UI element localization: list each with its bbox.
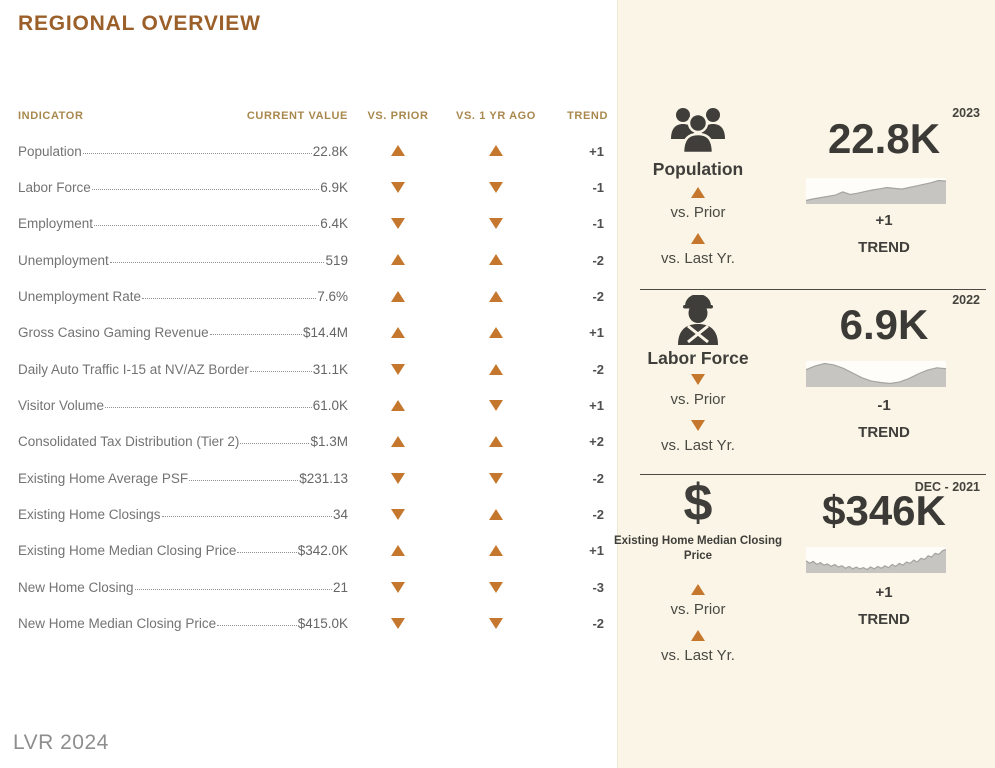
trend-number: -1 — [877, 397, 891, 414]
up-arrow-icon — [391, 545, 405, 556]
indicator-label: New Home Closing — [18, 579, 134, 595]
vs-last-yr-label: vs. Last Yr. — [661, 437, 735, 454]
vs-last-yr-label: vs. Last Yr. — [661, 250, 735, 267]
trend-value: -2 — [592, 616, 604, 632]
indicator-value: $1.3M — [310, 434, 348, 450]
down-arrow-icon — [391, 364, 405, 375]
card-value: 6.9K — [839, 301, 929, 348]
indicator-label: New Home Median Closing Price — [18, 616, 217, 632]
card-title: Labor Force — [647, 348, 749, 368]
trend-number: +1 — [875, 584, 893, 601]
trend-value: +1 — [589, 143, 604, 159]
card-divider — [640, 289, 986, 290]
indicator-row — [18, 278, 612, 314]
indicator-value: 7.6% — [317, 289, 348, 305]
dotted-leader — [110, 261, 325, 263]
indicator-row — [18, 315, 612, 351]
dotted-leader — [92, 188, 319, 190]
indicator-label: Existing Home Median Closing Price — [18, 543, 237, 559]
table-header-row — [18, 110, 612, 122]
indicator-value: 21 — [332, 579, 348, 595]
indicator-value: 6.4K — [320, 216, 348, 232]
indicator-rows — [18, 133, 612, 642]
period-label: 2022 — [952, 293, 980, 307]
down-arrow-icon — [489, 400, 503, 411]
indicator-row — [18, 133, 612, 169]
dollar-icon: $ — [683, 474, 713, 532]
card-title: Population — [652, 159, 744, 179]
up-arrow-icon — [489, 545, 503, 556]
card-value: $346K — [822, 487, 946, 534]
header-indicator: INDICATOR — [18, 110, 84, 122]
trend-value: +1 — [589, 325, 604, 341]
trend-value: -1 — [592, 216, 604, 232]
up-arrow-icon — [691, 187, 705, 198]
indicator-label: Existing Home Average PSF — [18, 470, 189, 486]
up-arrow-icon — [489, 145, 503, 156]
labor-force-card — [618, 291, 995, 474]
up-arrow-icon — [691, 584, 705, 595]
up-arrow-icon — [489, 509, 503, 520]
indicator-label: Employment — [18, 216, 94, 232]
trend-value: -3 — [592, 579, 604, 595]
down-arrow-icon — [489, 618, 503, 629]
indicator-value: $231.13 — [299, 470, 348, 486]
dotted-leader — [83, 152, 312, 154]
trend-label: TREND — [858, 424, 910, 441]
card-value: 22.8K — [827, 115, 941, 162]
indicator-value: 519 — [325, 252, 348, 268]
up-arrow-icon — [489, 254, 503, 265]
indicator-label: Labor Force — [18, 180, 91, 196]
page-title: REGIONAL OVERVIEW — [18, 12, 261, 35]
vs-prior-label: vs. Prior — [670, 601, 726, 618]
trend-value: +1 — [589, 543, 604, 559]
trend-value: -2 — [592, 361, 604, 377]
indicator-value: 22.8K — [312, 143, 348, 159]
indicator-value: 31.1K — [312, 361, 348, 377]
up-arrow-icon — [489, 327, 503, 338]
down-arrow-icon — [691, 374, 705, 385]
dotted-leader — [189, 479, 298, 481]
header-current-value: CURRENT VALUE — [246, 110, 348, 122]
vs-prior-label: vs. Prior — [670, 204, 726, 221]
dotted-leader — [237, 551, 296, 553]
indicator-value: 6.9K — [320, 180, 348, 196]
trend-value: +2 — [589, 434, 604, 450]
trend-label: TREND — [858, 239, 910, 256]
up-arrow-icon — [489, 364, 503, 375]
trend-value: -2 — [592, 289, 604, 305]
indicator-row — [18, 533, 612, 569]
dotted-leader — [240, 442, 309, 444]
labor-force-worker-icon — [618, 295, 778, 352]
dotted-leader — [142, 297, 316, 299]
footer-lvr-2024: LVR 2024 — [13, 731, 109, 754]
indicator-label: Population — [18, 143, 82, 159]
indicator-row — [18, 387, 612, 423]
indicator-value: 61.0K — [312, 398, 348, 414]
trend-value: +1 — [589, 398, 604, 414]
dotted-leader — [162, 515, 332, 517]
up-arrow-icon — [489, 436, 503, 447]
down-arrow-icon — [391, 182, 405, 193]
down-arrow-icon — [391, 473, 405, 484]
existing-home-price-card — [613, 474, 995, 700]
header-vs-prior: VS. PRIOR — [367, 110, 429, 122]
trend-value: -2 — [592, 507, 604, 523]
dotted-leader — [105, 406, 312, 408]
indicator-value: 34 — [332, 507, 348, 523]
indicator-label: Unemployment Rate — [18, 289, 142, 305]
population-people-icon — [618, 106, 778, 161]
indicator-row — [18, 569, 612, 605]
down-arrow-icon — [489, 582, 503, 593]
down-arrow-icon — [489, 473, 503, 484]
up-arrow-icon — [391, 145, 405, 156]
up-arrow-icon — [391, 436, 405, 447]
population-card — [618, 100, 995, 289]
indicator-label: Consolidated Tax Distribution (Tier 2) — [18, 434, 240, 450]
dotted-leader — [217, 624, 297, 626]
up-arrow-icon — [391, 291, 405, 302]
indicator-row — [18, 169, 612, 205]
indicator-row — [18, 460, 612, 496]
indicator-row — [18, 206, 612, 242]
indicator-label: Daily Auto Traffic I-15 at NV/AZ Border — [18, 361, 249, 377]
indicator-row — [18, 242, 612, 278]
down-arrow-icon — [489, 218, 503, 229]
indicator-label: Visitor Volume — [18, 398, 105, 414]
up-arrow-icon — [391, 254, 405, 265]
trend-label: TREND — [858, 611, 910, 628]
trend-value: -2 — [592, 252, 604, 268]
vs-last-yr-label: vs. Last Yr. — [661, 647, 735, 664]
dotted-leader — [135, 588, 332, 590]
vs-prior-label: vs. Prior — [670, 391, 726, 408]
indicator-value: $415.0K — [297, 616, 348, 632]
up-arrow-icon — [691, 233, 705, 244]
indicator-row — [18, 351, 612, 387]
down-arrow-icon — [391, 618, 405, 629]
down-arrow-icon — [691, 420, 705, 431]
down-arrow-icon — [391, 218, 405, 229]
indicator-label: Existing Home Closings — [18, 507, 161, 523]
home-price-sparkline — [806, 547, 946, 573]
indicator-value: $14.4M — [302, 325, 348, 341]
up-arrow-icon — [391, 327, 405, 338]
indicator-row — [18, 605, 612, 641]
trend-value: -1 — [592, 180, 604, 196]
down-arrow-icon — [391, 509, 405, 520]
indicator-label: Unemployment — [18, 252, 109, 268]
period-label: DEC - 2021 — [914, 480, 980, 494]
trend-value: -2 — [592, 470, 604, 486]
labor-force-sparkline — [806, 361, 946, 387]
dotted-leader — [210, 333, 302, 335]
indicator-row — [18, 496, 612, 532]
dotted-leader — [250, 370, 312, 372]
indicator-value: $342.0K — [297, 543, 348, 559]
up-arrow-icon — [489, 291, 503, 302]
up-arrow-icon — [691, 630, 705, 641]
down-arrow-icon — [391, 582, 405, 593]
dotted-leader — [94, 224, 319, 226]
header-trend: TREND — [567, 110, 608, 122]
down-arrow-icon — [489, 182, 503, 193]
indicator-row — [18, 424, 612, 460]
indicator-table — [18, 110, 612, 642]
up-arrow-icon — [391, 400, 405, 411]
header-vs-1yr-ago: VS. 1 YR AGO — [456, 110, 536, 122]
indicator-label: Gross Casino Gaming Revenue — [18, 325, 209, 341]
trend-number: +1 — [875, 212, 893, 229]
period-label: 2023 — [952, 106, 980, 120]
summary-panel — [613, 0, 995, 768]
card-title: Existing Home Median Closing Price — [613, 535, 783, 562]
population-sparkline — [806, 178, 946, 204]
